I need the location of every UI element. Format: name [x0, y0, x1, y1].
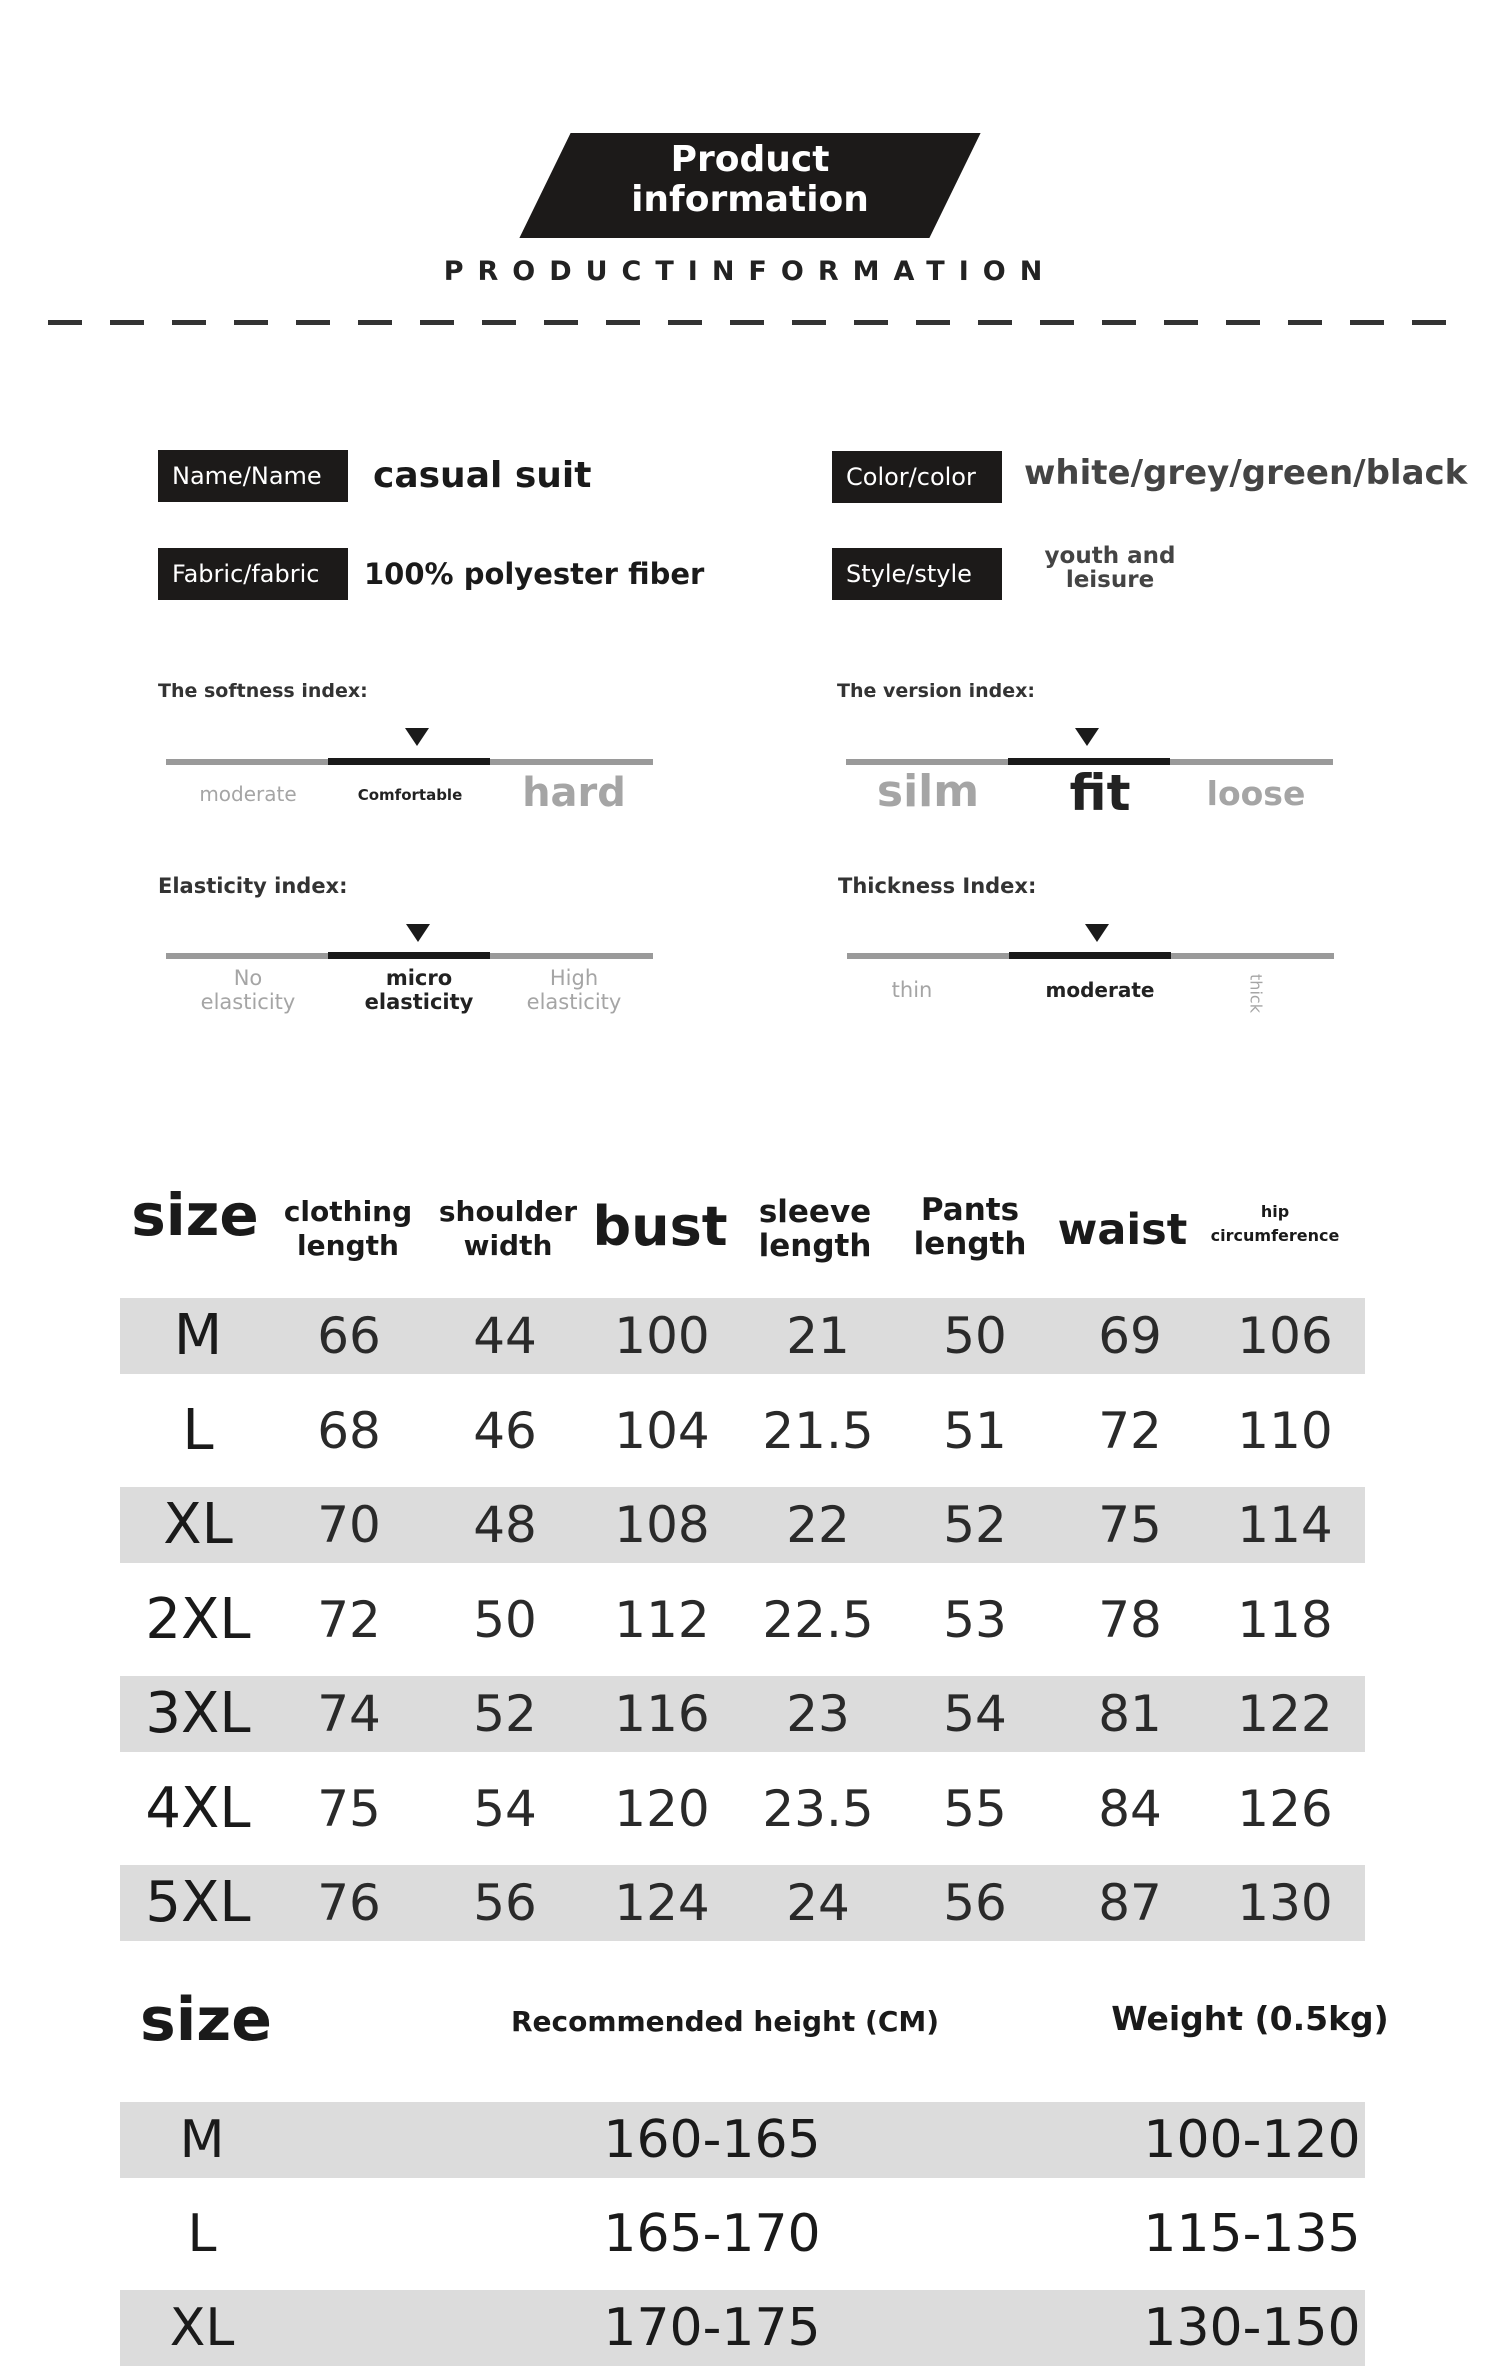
size-table-row [120, 1487, 1365, 1563]
size-table-cell-size: M [173, 1303, 223, 1368]
page-subtitle: PRODUCTINFORMATION [443, 256, 1057, 287]
size-table-cell-size: 5XL [145, 1870, 251, 1935]
recommend-header-size: size [140, 1985, 272, 2055]
size-table-cell-size: 3XL [145, 1681, 251, 1746]
thickness-index-title: Thickness Index: [838, 874, 1037, 898]
size-table-cell-waist: 78 [1098, 1591, 1162, 1649]
size-table-cell-shoulder: 48 [473, 1496, 537, 1554]
recommend-table-cell-size: XL [169, 2298, 235, 2358]
recommend-table-cell-weight: 130-150 [1143, 2298, 1361, 2358]
size-table-cell-pants: 53 [943, 1591, 1007, 1649]
size-table-cell-hip: 106 [1237, 1307, 1333, 1365]
size-table-cell-size: L [182, 1398, 214, 1463]
size-table-cell-clothing: 66 [317, 1307, 381, 1365]
recommend-table-cell-size: L [187, 2204, 217, 2264]
size-table-cell-waist: 75 [1098, 1496, 1162, 1554]
size-table-cell-sleeve: 22.5 [762, 1591, 874, 1649]
size-table-cell-pants: 50 [943, 1307, 1007, 1365]
size-table-cell-hip: 114 [1237, 1496, 1333, 1554]
recommend-table-row [120, 2196, 1365, 2272]
color-value: white/grey/green/black [1024, 453, 1468, 493]
softness-label-moderate: moderate [199, 782, 297, 806]
header-waist: waist [1057, 1205, 1188, 1255]
thickness-label-thin: thin [891, 978, 933, 1002]
header-sleeve-length: sleeve length [758, 1194, 872, 1264]
elasticity-pointer-icon [406, 924, 430, 942]
recommend-table-row [120, 2290, 1365, 2366]
header-clothing-length: clothing length [283, 1195, 413, 1262]
style-value: youth and leisure [1044, 543, 1176, 593]
size-table-cell-size: 2XL [145, 1587, 251, 1652]
size-table-cell-pants: 56 [943, 1874, 1007, 1932]
name-value: casual suit [373, 455, 592, 496]
size-table-cell-waist: 72 [1098, 1402, 1162, 1460]
size-table-cell-pants: 54 [943, 1685, 1007, 1743]
size-table-cell-clothing: 75 [317, 1780, 381, 1838]
recommend-table-row [120, 2102, 1365, 2178]
header-bust: bust [592, 1195, 728, 1258]
size-table-cell-size: XL [163, 1492, 233, 1557]
size-table-cell-pants: 51 [943, 1402, 1007, 1460]
recommend-header-height: Recommended height (CM) [510, 2005, 940, 2038]
version-label-fit: fit [1069, 764, 1131, 822]
size-table-cell-shoulder: 44 [473, 1307, 537, 1365]
size-table-cell-clothing: 76 [317, 1874, 381, 1932]
size-table-cell-sleeve: 23.5 [762, 1780, 874, 1838]
size-table-cell-waist: 84 [1098, 1780, 1162, 1838]
thickness-scale-active [1009, 952, 1171, 959]
thickness-label-moderate: moderate [1045, 978, 1155, 1002]
size-table-cell-clothing: 72 [317, 1591, 381, 1649]
header-size: size [131, 1181, 259, 1249]
size-table-cell-pants: 52 [943, 1496, 1007, 1554]
fabric-tag: Fabric/fabric [158, 548, 348, 600]
size-table-cell-size: 4XL [145, 1776, 251, 1841]
size-table-cell-shoulder: 46 [473, 1402, 537, 1460]
size-table-row [120, 1771, 1365, 1847]
size-table-cell-sleeve: 22 [786, 1496, 850, 1554]
header-shoulder-width: shoulder width [438, 1195, 578, 1262]
recommend-table-cell-size: M [179, 2110, 225, 2170]
thickness-label-thick: thick [1246, 974, 1266, 1013]
size-table-row [120, 1676, 1365, 1752]
size-table-cell-bust: 100 [614, 1307, 710, 1365]
size-table-cell-shoulder: 56 [473, 1874, 537, 1932]
recommend-table-cell-height: 160-165 [603, 2110, 821, 2170]
size-table-cell-sleeve: 21.5 [762, 1402, 874, 1460]
elasticity-label-high: High elasticity [526, 966, 622, 1014]
softness-scale-active [328, 758, 490, 765]
size-table-cell-waist: 81 [1098, 1685, 1162, 1743]
size-table-cell-clothing: 68 [317, 1402, 381, 1460]
elasticity-scale-active [328, 952, 490, 959]
version-pointer-icon [1075, 728, 1099, 746]
size-table-cell-sleeve: 21 [786, 1307, 850, 1365]
thickness-pointer-icon [1085, 924, 1109, 942]
size-table-cell-bust: 124 [614, 1874, 710, 1932]
elasticity-index-title: Elasticity index: [158, 874, 348, 898]
size-table-cell-bust: 108 [614, 1496, 710, 1554]
size-table-row [120, 1582, 1365, 1658]
elasticity-label-none: No elasticity [200, 966, 296, 1014]
header-hip-circumference: hip circumference [1210, 1202, 1340, 1245]
size-table-cell-bust: 120 [614, 1780, 710, 1838]
softness-label-hard: hard [522, 770, 626, 816]
size-table-cell-bust: 112 [614, 1591, 710, 1649]
elasticity-label-micro: micro elasticity [364, 966, 474, 1014]
size-table-row [120, 1298, 1365, 1374]
size-table-cell-clothing: 70 [317, 1496, 381, 1554]
size-table-cell-sleeve: 24 [786, 1874, 850, 1932]
recommend-table-cell-height: 165-170 [603, 2204, 821, 2264]
softness-pointer-icon [405, 728, 429, 746]
size-table-row [120, 1393, 1365, 1469]
version-label-silm: silm [876, 766, 980, 817]
softness-index-title: The softness index: [158, 680, 368, 702]
size-table-cell-shoulder: 50 [473, 1591, 537, 1649]
size-table-cell-bust: 104 [614, 1402, 710, 1460]
recommend-header-weight: Weight (0.5kg) [1111, 1999, 1389, 2038]
size-table-cell-hip: 126 [1237, 1780, 1333, 1838]
size-table-cell-hip: 110 [1237, 1402, 1333, 1460]
fabric-value: 100% polyester fiber [364, 557, 705, 591]
size-table-cell-waist: 87 [1098, 1874, 1162, 1932]
header-pants-length: Pants length [913, 1192, 1027, 1262]
version-index-title: The version index: [837, 680, 1036, 702]
dashed-divider [48, 320, 1448, 325]
softness-label-comfortable: Comfortable [357, 786, 463, 804]
size-table-cell-hip: 130 [1237, 1874, 1333, 1932]
page-title: Product information [631, 139, 869, 220]
size-table-cell-hip: 122 [1237, 1685, 1333, 1743]
size-table-cell-pants: 55 [943, 1780, 1007, 1838]
size-table-cell-sleeve: 23 [786, 1685, 850, 1743]
name-tag: Name/Name [158, 450, 348, 502]
version-label-loose: loose [1206, 774, 1306, 813]
color-tag: Color/color [832, 451, 1002, 503]
recommend-table-cell-weight: 115-135 [1143, 2204, 1361, 2264]
size-table-cell-bust: 116 [614, 1685, 710, 1743]
size-table-cell-clothing: 74 [317, 1685, 381, 1743]
size-table-cell-shoulder: 54 [473, 1780, 537, 1838]
size-table-cell-shoulder: 52 [473, 1685, 537, 1743]
recommend-table-cell-height: 170-175 [603, 2298, 821, 2358]
size-table-row [120, 1865, 1365, 1941]
size-table-cell-hip: 118 [1237, 1591, 1333, 1649]
recommend-table-cell-weight: 100-120 [1143, 2110, 1361, 2170]
style-tag: Style/style [832, 548, 1002, 600]
size-table-cell-waist: 69 [1098, 1307, 1162, 1365]
